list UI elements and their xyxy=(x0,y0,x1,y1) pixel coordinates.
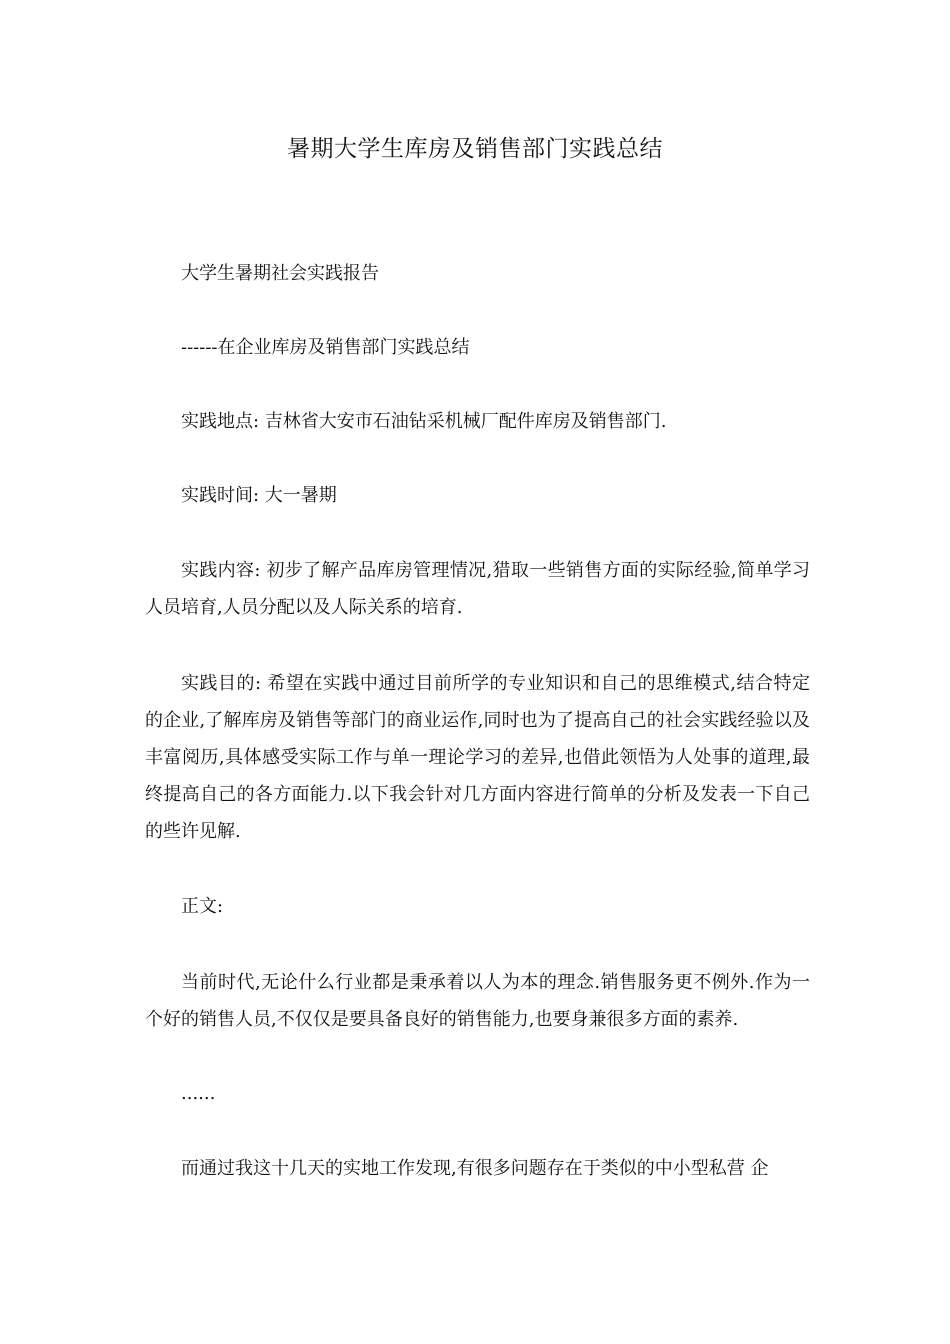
paragraph-purpose: 实践目的: 希望在实践中通过目前所学的专业知识和自己的思维模式,结合特定的企业,了解库房及销售等部门的商业运作,同时也为了提高自己的社会实践经验以及丰富阅历,具体感受实际工作与单一理论学习的差异,也借此领悟为人处事的道理,最终提高自己的各方面能力.以下我会针对几方面内容进行简单的分析及发表一下自己的些许见解. xyxy=(145,673,810,842)
paragraph-report-heading: 大学生暑期社会实践报告 xyxy=(181,263,379,284)
paragraph-main-heading: 正文: xyxy=(181,896,224,917)
document-title: 暑期大学生库房及销售部门实践总结 xyxy=(287,136,663,162)
paragraph-main-text: 当前时代,无论什么行业都是秉承着以人为本的理念.销售服务更不例外.作为一个好的销售人员,不仅仅是要具备良好的销售能力,也要身兼很多方面的素养. xyxy=(145,972,810,1030)
document-body xyxy=(145,255,810,1225)
paragraph-ellipsis: ...... xyxy=(181,1083,216,1104)
paragraph-time: 实践时间: 大一暑期 xyxy=(181,485,337,506)
paragraph-subtitle: ------在企业库房及销售部门实践总结 xyxy=(181,337,470,358)
paragraph-findings: 而通过我这十几天的实地工作发现,有很多问题存在于类似的中小型私营 企 xyxy=(181,1158,769,1179)
paragraph-content: 实践内容: 初步了解产品库房管理情况,猎取一些销售方面的实际经验,简单学习人员培育,人员分配以及人际关系的培育. xyxy=(145,560,810,618)
paragraph-location: 实践地点: 吉林省大安市石油钻采机械厂配件库房及销售部门. xyxy=(181,411,667,432)
